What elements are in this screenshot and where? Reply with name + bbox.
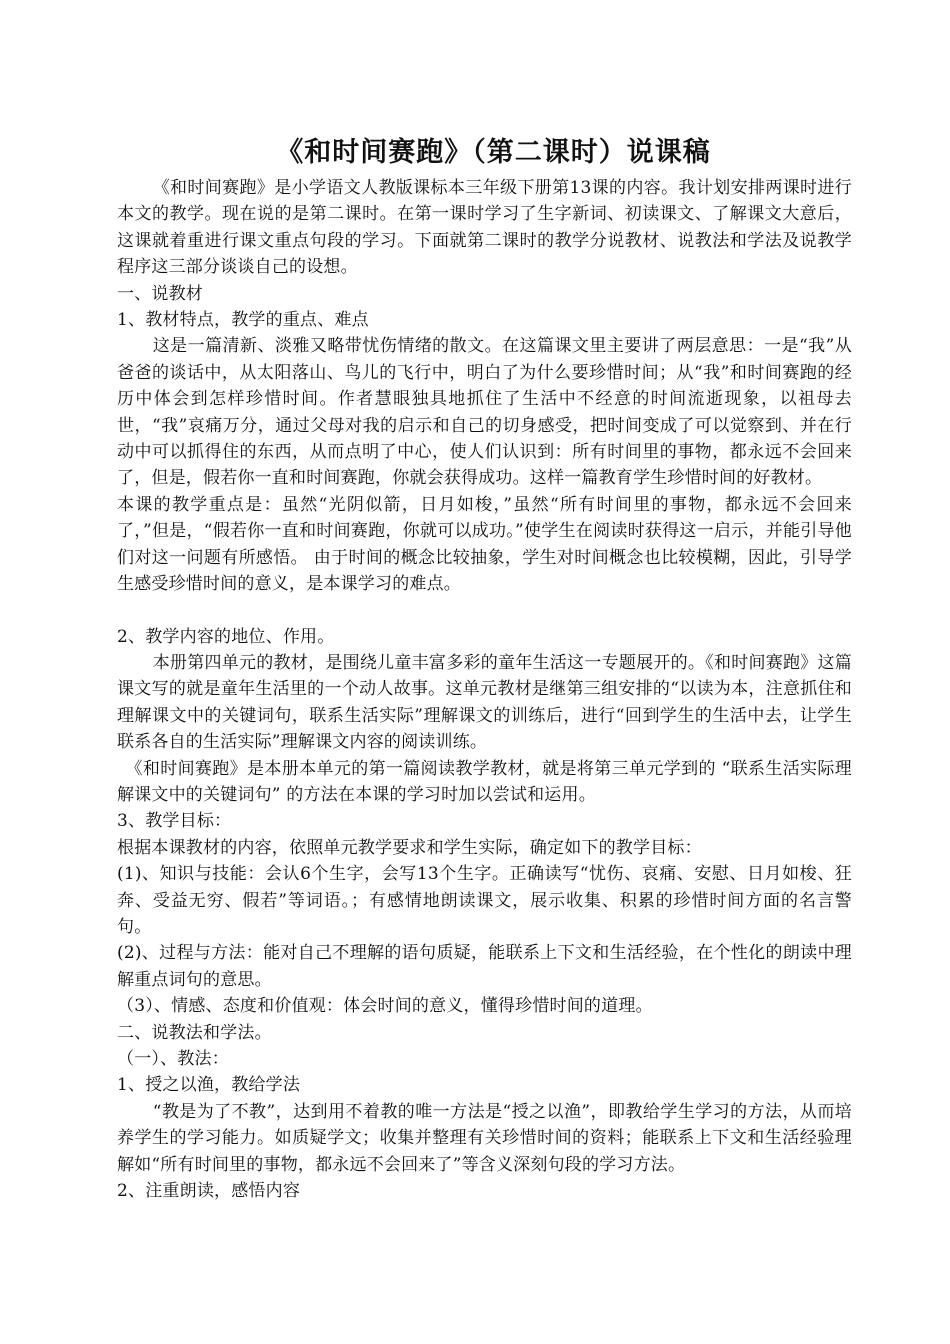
method-heading-2: 2、注重朗读，感悟内容	[117, 1181, 301, 1202]
objective-3: （3）、情感、态度和价值观：体会时间的意义，懂得珍惜时间的道理。	[117, 996, 653, 1017]
document-body	[117, 131, 852, 1204]
objective-2: (2)、过程与方法：能对自己不理解的语句质疑，能联系上下文和生活经验，在个性化的朗读中理解重点词句的意思。	[117, 943, 852, 990]
key-points-paragraph: 本课的教学重点是：虽然“光阴似箭，日月如梭，”虽然“所有时间里的事物，都永远不会回来了，”但是，“假若你一直和时间赛跑，你就可以成功。”使学生在阅读时获得这一启示，并能引导他们对这一问题有所感悟。 由于时间的概念比较抽象，学生对时间概念也比较模糊，因此，引导学生感受珍惜时间的意义，是本课学习的难点。	[117, 494, 852, 595]
blank-line	[117, 598, 852, 624]
unit-position-paragraph: 本册第四单元的教材，是围绕儿童丰富多彩的童年生活这一专题展开的。《和时间赛跑》这篇课文写的就是童年生活里的一个动人故事。这单元教材是继第三组安排的“以读为本，注意抓住和理解课文中的关键词句，联系生活实际”理解课文的训练后，进行“回到学生的生活中去，让学生联系各自的生活实际”理解课文内容的阅读训练。	[117, 652, 852, 753]
unit-role-paragraph: 《和时间赛跑》是本册本单元的第一篇阅读教学教材，就是将第三单元学到的 “联系生活实际理解课文中的关键词句” 的方法在本课的学习时加以尝试和运用。	[117, 758, 852, 805]
textbook-features-paragraph: 这是一篇清新、淡雅又略带忧伤情绪的散文。在这篇课文里主要讲了两层意思：一是“我”从爸爸的谈话中，从太阳落山、鸟儿的飞行中，明白了为什么要珍惜时间；从“我”和时间赛跑的经历中体会到怎样珍惜时间。作者慧眼独具地抓住了生活中不经意的时间流逝现象，以祖母去世，“我”哀痛万分，通过父母对我的启示和自己的切身感受，把时间变成了可以觉察到、并在行动中可以抓得住的东西，从而点明了中心，使人们认识到：所有时间里的事物，都永远不会回来了，但是，假若你一直和时间赛跑，你就会获得成功。这样一篇教育学生珍惜时间的好教材。	[117, 336, 852, 489]
objectives-intro: 根据本课教材的内容，依照单元教学要求和学生实际，确定如下的教学目标：	[117, 837, 702, 858]
subheading-1-3: 3、教学目标：	[117, 811, 232, 832]
section-heading-1: 一、说教材	[117, 283, 203, 304]
document-title: 《和时间赛跑》（第二课时）说课稿	[276, 137, 711, 168]
method-heading-1: 1、授之以渔，教给学法	[117, 1075, 301, 1096]
section-heading-2: 二、说教法和学法。	[117, 1022, 272, 1043]
subheading-1-1: 1、教材特点，教学的重点、难点	[117, 310, 369, 331]
method-paragraph-1: “教是为了不教”，达到用不着教的唯一方法是“授之以渔”，即教给学生学习的方法，从而培养学生的学习能力。如质疑学文；收集并整理有关珍惜时间的资料；能联系上下文和生活经验理解如“所有时间里的事物，都永远不会回来了”等含义深刻句段的学习方法。	[117, 1101, 852, 1175]
subheading-1-2: 2、教学内容的地位、作用。	[117, 626, 335, 647]
subheading-2-1: （一）、教法：	[117, 1049, 229, 1069]
objective-1: (1)、知识与技能：会认6个生字，会写13个生字。正确读写“忧伤、哀痛、安慰、日月如梭、狂奔、受益无穷、假若”等词语。；有感情地朗读课文，展示收集、积累的珍惜时间方面的名言警句。	[117, 864, 852, 937]
intro-paragraph: 《和时间赛跑》是小学语文人教版课标本三年级下册第13课的内容。我计划安排两课时进行本文的教学。现在说的是第二课时。在第一课时学习了生字新词、初读课文、了解课文大意后，这课就着重进行课文重点句段的学习。下面就第二课时的教学分说教材、说教法和学法及说教学程序这三部分谈谈自己的设想。	[117, 178, 852, 278]
